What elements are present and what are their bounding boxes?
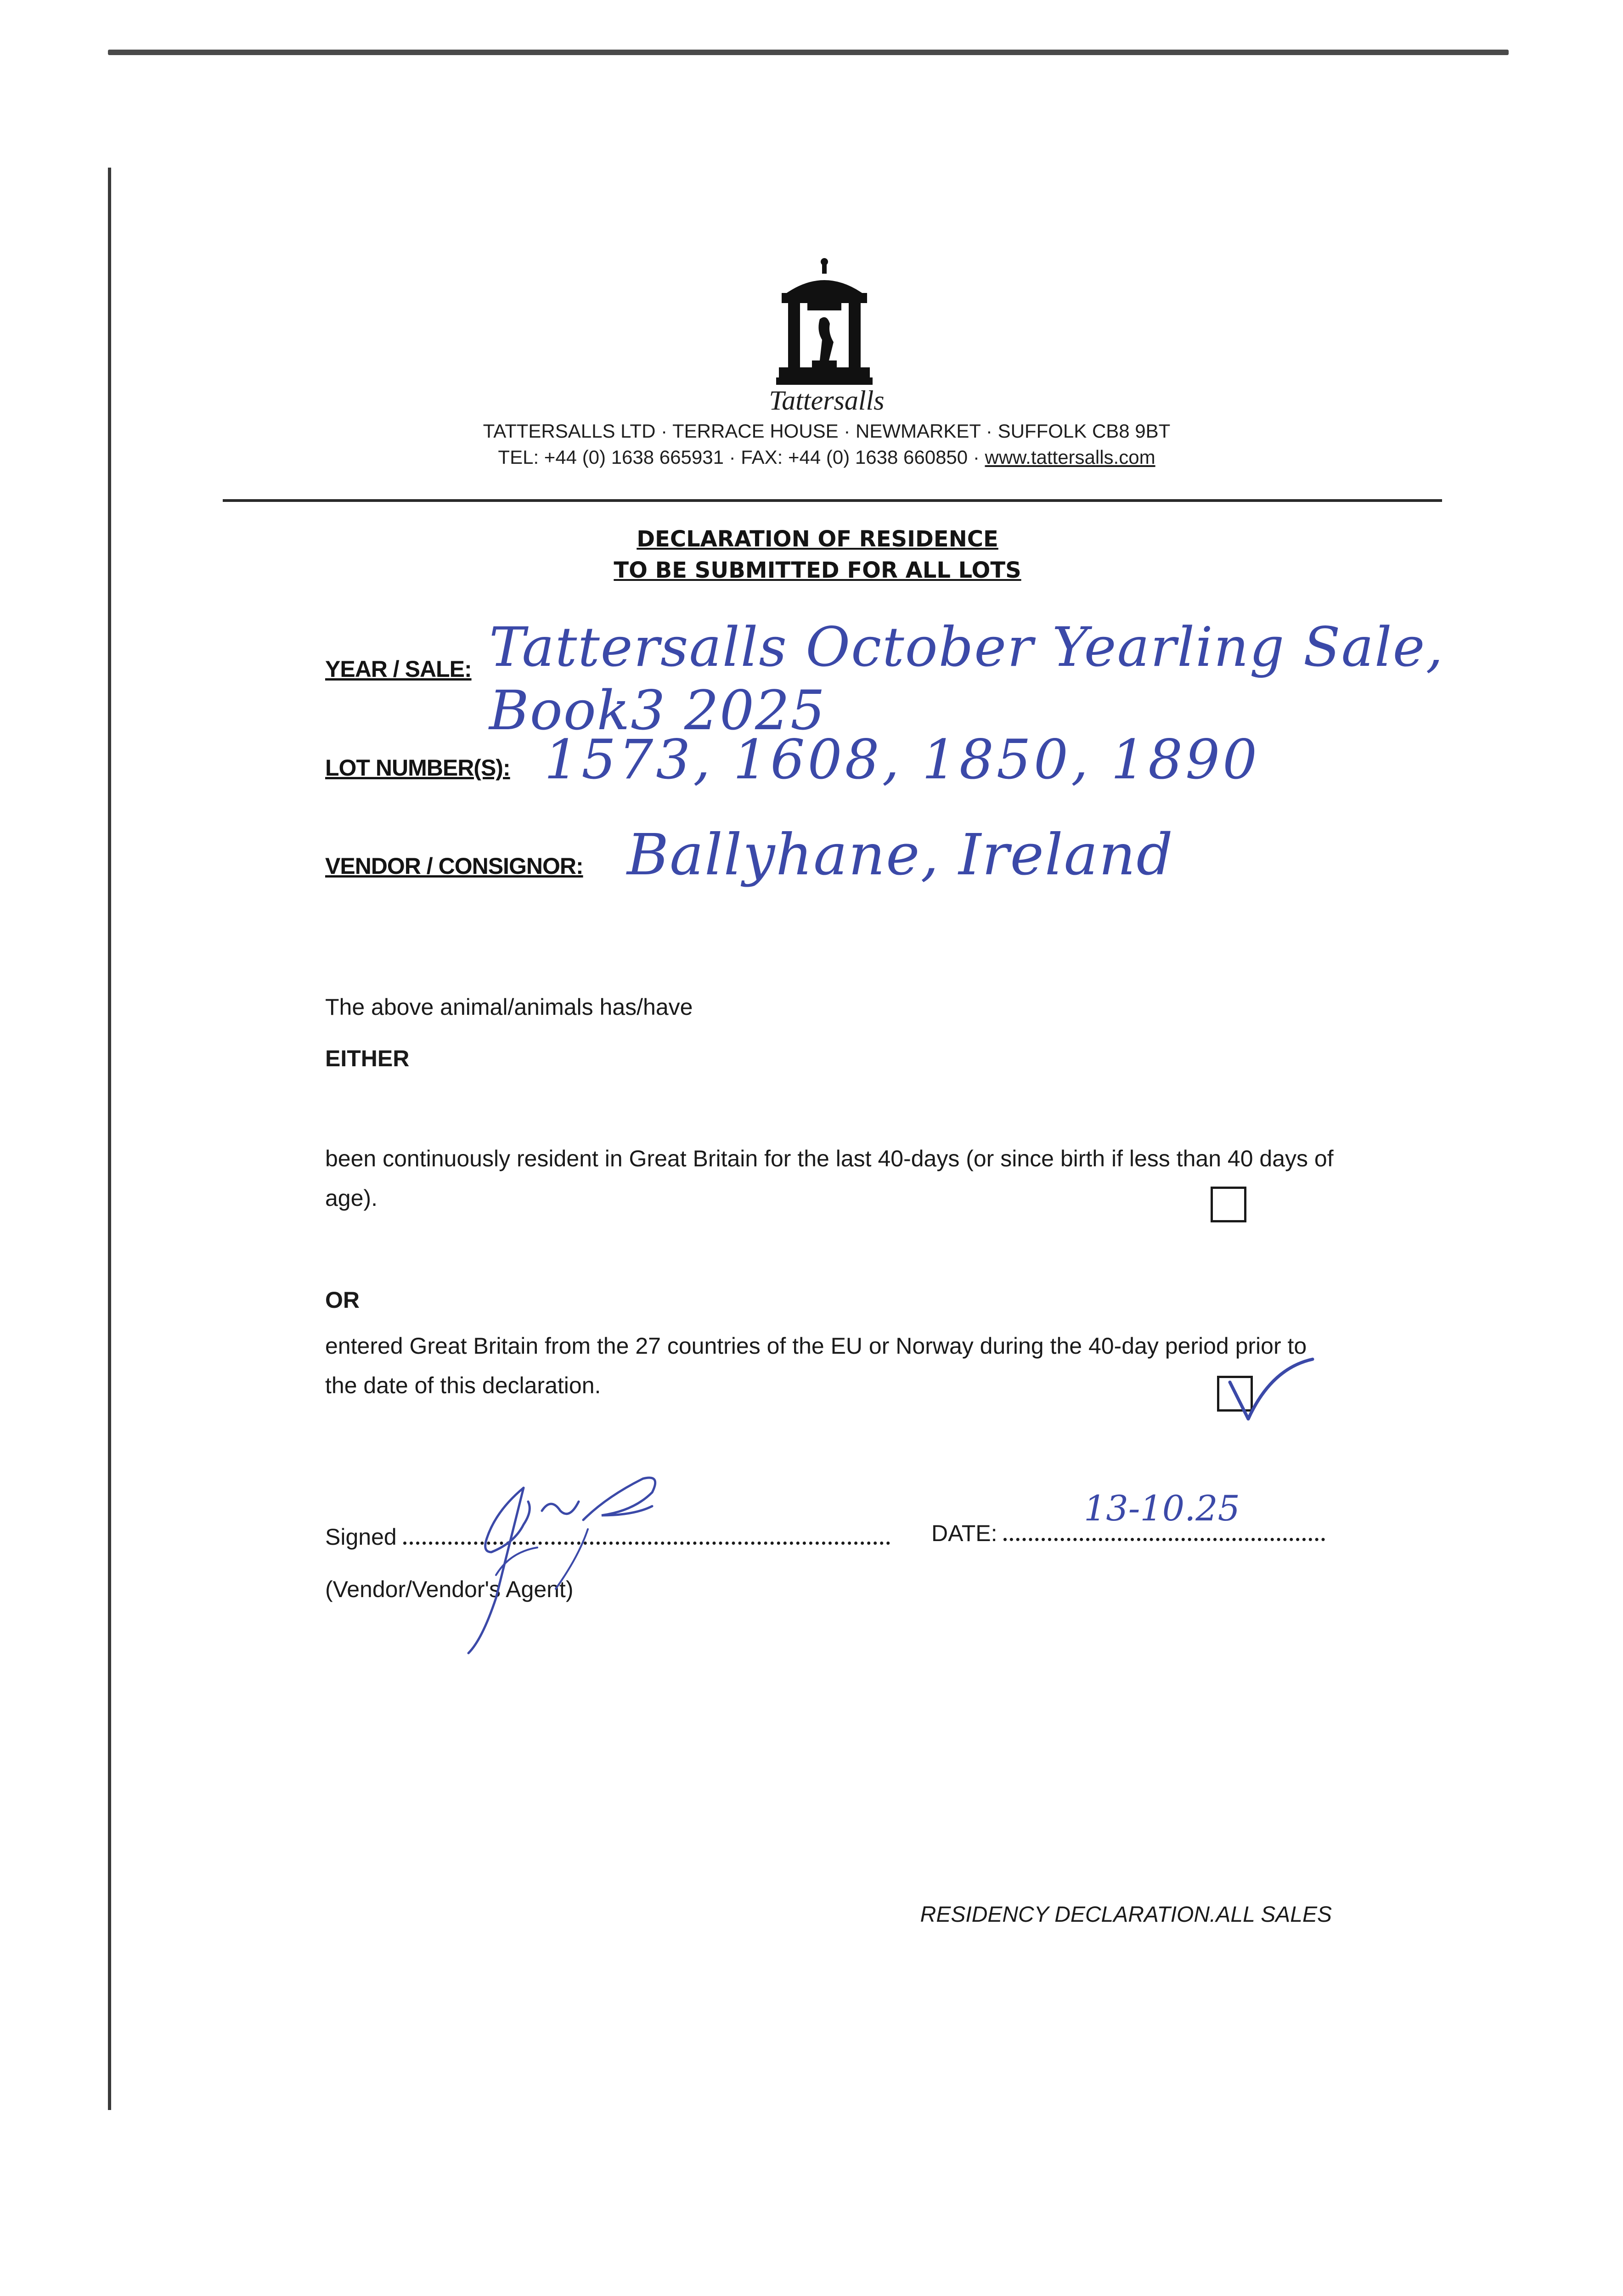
- lot-numbers-value[interactable]: 1573, 1608, 1850, 1890: [544, 728, 1260, 791]
- form-subtitle: TO BE SUBMITTED FOR ALL LOTS: [614, 557, 1021, 583]
- vendor-agent-label: (Vendor/Vendor's Agent): [325, 1576, 574, 1602]
- date-dotted-line[interactable]: [1003, 1538, 1325, 1541]
- company-address: TATTERSALLS LTD · TERRACE HOUSE · NEWMARKET · SUFFOLK CB8 9BT: [483, 420, 1171, 442]
- tattersalls-logo: [776, 257, 873, 386]
- year-sale-label: YEAR / SALE:: [325, 656, 472, 682]
- or-label: OR: [325, 1287, 360, 1313]
- option-resident-text: been continuously resident in Great Britain for the last 40-days (or since birth if less than 40 days of age).: [325, 1146, 1334, 1211]
- date-label: DATE:: [931, 1520, 997, 1546]
- either-label: EITHER: [325, 1046, 410, 1071]
- header-divider: [223, 499, 1442, 502]
- option-entered-text: entered Great Britain from the 27 countries of the EU or Norway during the 40-day period prior to the date of this declaration.: [325, 1333, 1307, 1398]
- signed-label: Signed: [325, 1524, 397, 1550]
- vendor-consignor-value[interactable]: Ballyhane, Ireland: [627, 822, 1174, 888]
- handwritten-signature: [404, 1460, 735, 1662]
- website-link[interactable]: www.tattersalls.com: [985, 446, 1155, 468]
- contact-phone-fax: TEL: +44 (0) 1638 665931 · FAX: +44 (0) 1638 660850 ·: [498, 446, 985, 468]
- form-footer: RESIDENCY DECLARATION.ALL SALES: [920, 1902, 1332, 1927]
- vendor-consignor-label: VENDOR / CONSIGNOR:: [325, 853, 583, 879]
- brand-name: Tattersalls: [769, 385, 885, 416]
- scan-left-edge: [108, 168, 111, 2110]
- lot-numbers-label: LOT NUMBER(S):: [325, 755, 510, 781]
- scan-top-edge: [108, 50, 1509, 55]
- checkmark-icon: [1216, 1350, 1317, 1428]
- intro-text: The above animal/animals has/have: [325, 994, 693, 1020]
- option-resident-checkbox[interactable]: [1211, 1187, 1246, 1222]
- date-value[interactable]: 13-10.25: [1084, 1488, 1240, 1529]
- contact-line: [321, 446, 1332, 468]
- year-sale-value[interactable]: Tattersalls October Yearling Sale, Book3 2025: [489, 615, 1444, 742]
- form-title: DECLARATION OF RESIDENCE: [637, 526, 998, 552]
